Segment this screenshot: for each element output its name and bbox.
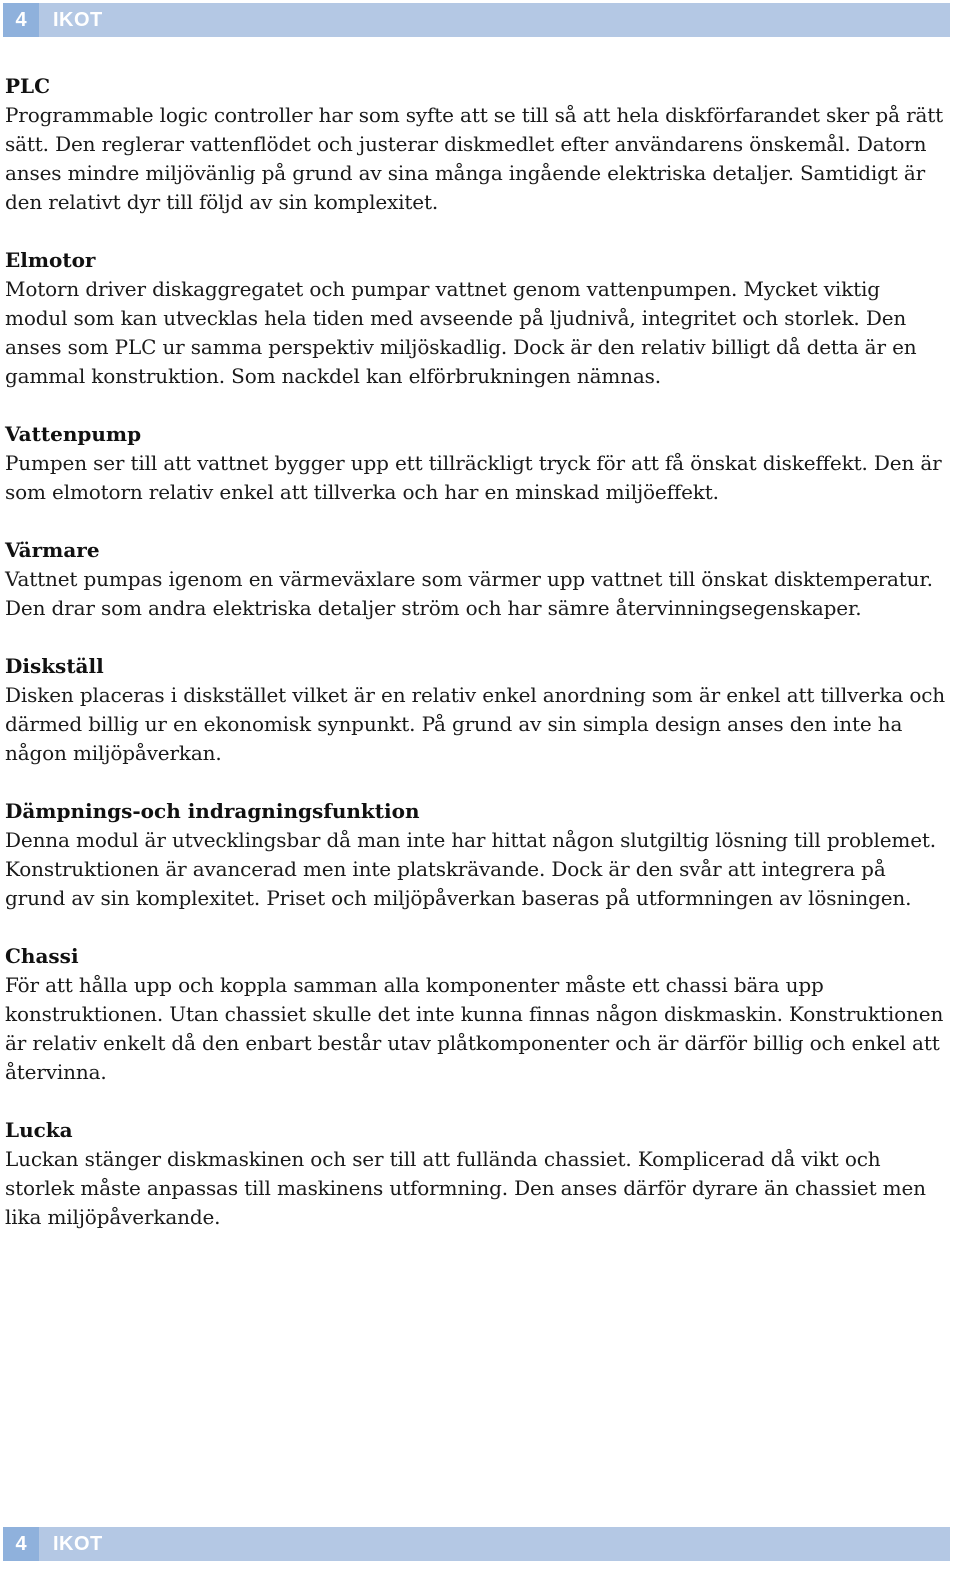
document-body [5,72,945,1261]
header-running-title: IKOT [53,8,103,31]
section-heading: Vattenpump [5,422,142,446]
section-text: För att hålla upp och koppla samman alla komponenter måste ett chassi bära upp konstruktionen. Utan chassiet skulle det inte kunna finnas någon diskmaskin. Konstruktionen är relativ enkelt då den enbart består utav plåtkomponenter och är därför billig och enkel att återvinna. [5,973,944,1084]
section-heading: Värmare [5,538,100,562]
section-heading: PLC [5,74,51,98]
section-text: Motorn driver diskaggregatet och pumpar vattnet genom vattenpumpen. Mycket viktig modul som kan utvecklas hela tiden med avseende på ljudnivå, integritet och storlek. Den anses som PLC ur samma perspektiv miljöskadlig. Dock är den relativ billigt då detta är en gammal konstruktion. Som nackdel kan elförbrukningen nämnas. [5,277,917,388]
section-chassi [5,942,945,1087]
section-heading: Lucka [5,1118,73,1142]
section-lucka [5,1116,945,1232]
section-elmotor [5,246,945,391]
section-text: Disken placeras i diskstället vilket är en relativ enkel anordning som är enkel att tillverka och därmed billig ur en ekonomisk synpunkt. På grund av sin simpla design anses den inte ha någon miljöpåverkan. [5,683,946,765]
section-text: Programmable logic controller har som syfte att se till så att hela diskförfarandet sker på rätt sätt. Den reglerar vattenflödet och justerar diskmedlet efter användarens önskemål. Datorn anses mindre miljövänlig på grund av sina många ingående elektriska detaljer. Samtidigt är den relativt dyr till följd av sin komplexitet. [5,103,944,214]
section-text: Luckan stänger diskmaskinen och ser till att fullända chassiet. Komplicerad då vikt och storlek måste anpassas till maskinens utformning. Den anses därför dyrare än chassiet men lika miljöpåverkande. [5,1147,926,1229]
section-heading: Elmotor [5,248,96,272]
section-heading: Diskställ [5,654,104,678]
section-plc [5,72,945,217]
section-text: Pumpen ser till att vattnet bygger upp ett tillräckligt tryck för att få önskat diskeffekt. Den är som elmotorn relativ enkel att tillverka och har en minskad miljöeffekt. [5,451,942,504]
section-heading: Chassi [5,944,79,968]
section-varmare [5,536,945,623]
footer-page-number: 4 [3,1527,39,1561]
section-vattenpump [5,420,945,507]
header-page-number: 4 [3,3,39,37]
section-text: Denna modul är utvecklingsbar då man inte har hittat någon slutgiltig lösning till problemet. Konstruktionen är avancerad men inte platskrävande. Dock är den svår att integrera på grund av sin komplexitet. Priset och miljöpåverkan baseras på utformningen av lösningen. [5,828,937,910]
section-heading: Dämpnings-och indragningsfunktion [5,799,420,823]
section-text: Vattnet pumpas igenom en värmeväxlare som värmer upp vattnet till önskat disktemperatur. Den drar som andra elektriska detaljer ström och har sämre återvinningsegenskaper. [5,567,933,620]
section-diskstall [5,652,945,768]
page-header [3,3,950,37]
section-dampning [5,797,945,913]
page-footer [3,1527,950,1561]
footer-running-title: IKOT [53,1532,103,1555]
